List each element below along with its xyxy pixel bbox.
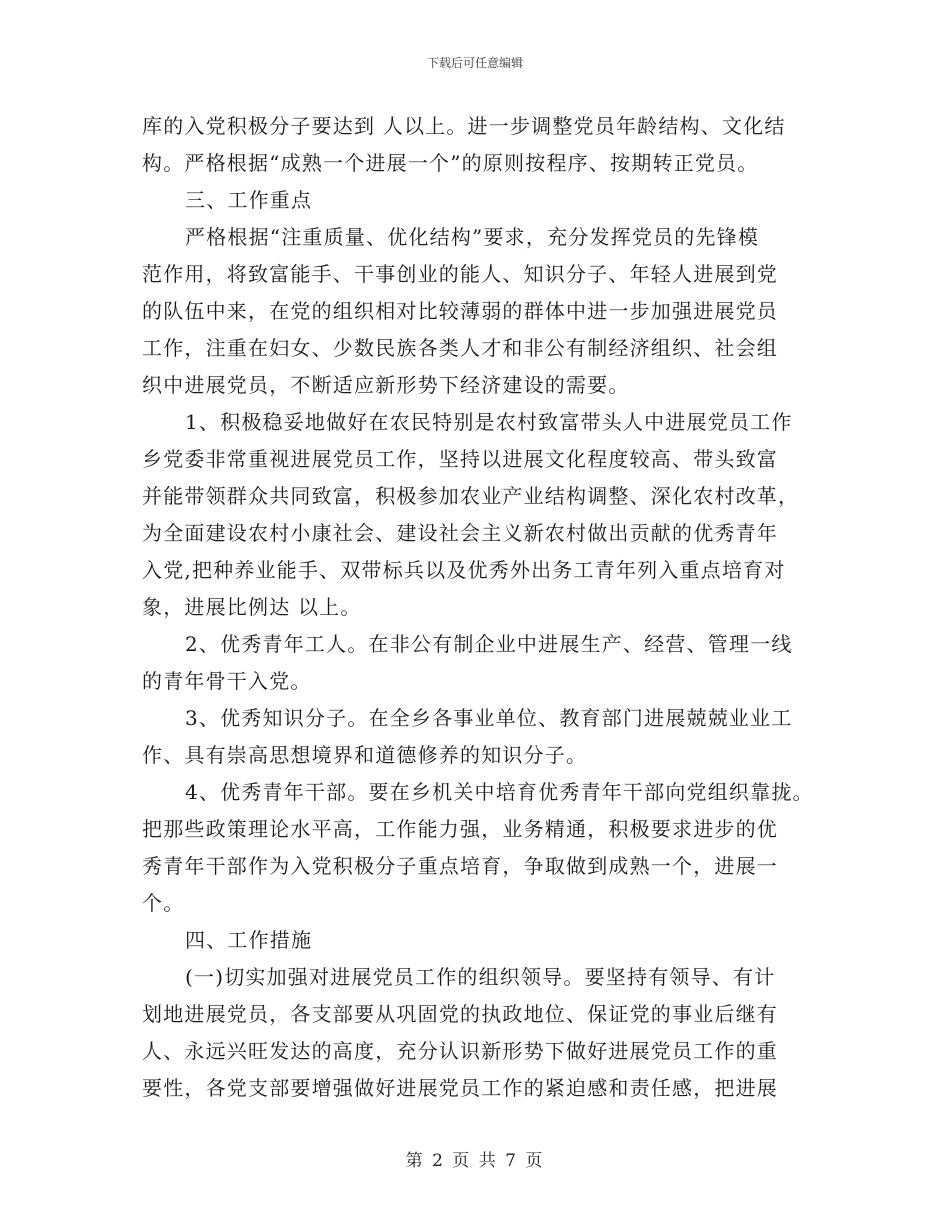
text-line: 入党,把种养业能手、双带标兵以及优秀外出务工青年列入重点培育对: [142, 558, 786, 582]
text-line: 为全面建设农村小康社会、建设社会主义新农村做出贡献的优秀青年: [142, 521, 778, 545]
text-line: 要性，各党支部要增强做好进展党员工作的紧迫感和责任感，把进展: [142, 1076, 778, 1100]
text-line: 个。: [142, 891, 185, 915]
text-line: 象，进展比例达 以上。: [142, 595, 362, 619]
text-line: 范作用，将致富能手、干事创业的能人、知识分子、年轻人进展到党: [142, 262, 778, 286]
text-line: 的队伍中来，在党的组织相对比较薄弱的群体中进一步加强进展党员: [142, 299, 778, 323]
text-line: 划地进展党员，各支部要从巩固党的执政地位、保证党的事业后继有: [142, 1002, 778, 1026]
text-line: 4、优秀青年干部。要在乡机关中培育优秀青年干部向党组织靠拢。: [185, 780, 814, 804]
text-line: 构。严格根据“成熟一个进展一个”的原则按程序、按期转正党员。: [142, 151, 759, 175]
page-footer: 第 2 页 共 7 页: [405, 1151, 545, 1171]
text-line: 库的入党积极分子要达到 人以上。进一步调整党员年龄结构、文化结: [142, 114, 786, 138]
text-line: 3、优秀知识分子。在全乡各事业单位、教育部门进展兢兢业业工: [185, 706, 793, 730]
text-line: 把那些政策理论水平高，工作能力强，业务精通，积极要求进步的优: [142, 817, 778, 841]
text-line: 严格根据“注重质量、优化结构”要求，充分发挥党员的先锋模: [185, 225, 760, 249]
page-header: 下载后可任意编辑: [426, 56, 523, 70]
text-line: 2、优秀青年工人。在非公有制企业中进展生产、经营、管理一线: [185, 632, 793, 656]
text-line: 乡党委非常重视进展党员工作，坚持以进展文化程度较高、带头致富: [142, 447, 778, 471]
text-line: 作、具有崇高思想境界和道德修养的知识分子。: [142, 743, 588, 767]
text-line: 三、工作重点: [185, 188, 313, 212]
text-line: 人、永远兴旺发达的高度，充分认识新形势下做好进展党员工作的重: [142, 1039, 778, 1063]
text-line: 1、积极稳妥地做好在农民特别是农村致富带头人中进展党员工作: [185, 410, 793, 434]
text-line: 织中进展党员，不断适应新形势下经济建设的需要。: [142, 373, 630, 397]
document-body: [142, 108, 822, 1107]
text-line: 秀青年干部作为入党积极分子重点培育，争取做到成熟一个，进展一: [142, 854, 778, 878]
text-line: 工作，注重在妇女、少数民族各类人才和非公有制经济组织、社会组: [142, 336, 778, 360]
text-line: 并能带领群众共同致富，积极参加农业产业结构调整、深化农村改革，: [142, 484, 800, 508]
text-line: (一)切实加强对进展党员工作的组织领导。要坚持有领导、有计: [185, 965, 776, 989]
text-line: 的青年骨干入党。: [142, 669, 312, 693]
text-line: 四、工作措施: [185, 928, 313, 952]
